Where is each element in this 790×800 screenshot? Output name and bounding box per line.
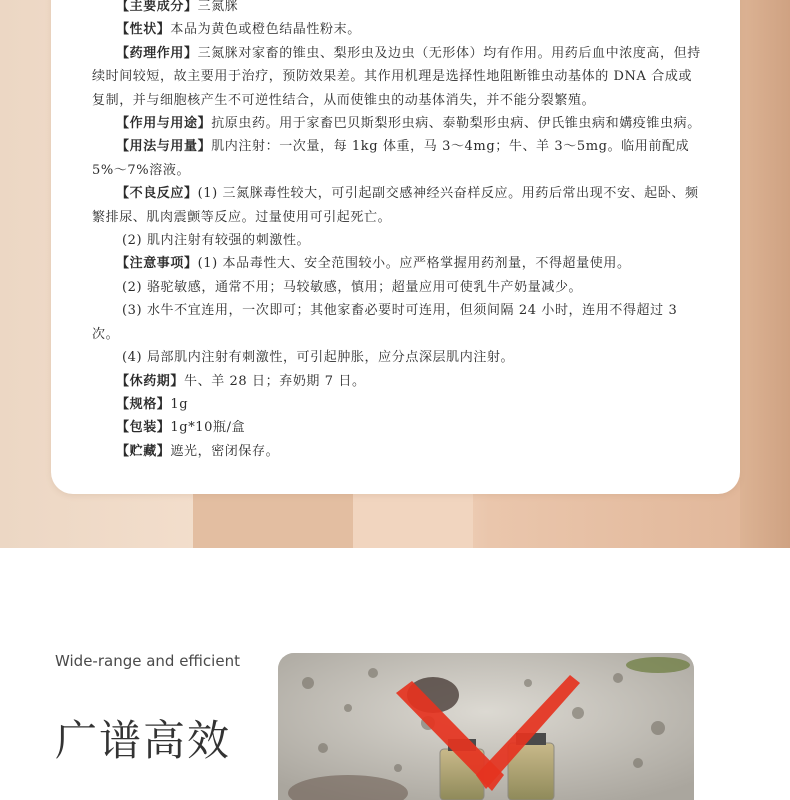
section-specification: 【规格】1g bbox=[116, 396, 189, 412]
section-withdrawal: 【休药期】牛、羊 28 日；弃奶期 7 日。 bbox=[116, 373, 366, 389]
section-pharmacology: 【药理作用】三氮脒对家畜的锥虫、梨形虫及边虫（无形体）均有作用。用药后血中浓度高，但持续时间较短，故主要用于治疗，预防效果差。其作用机理是选择性地阻断锥虫动基体的 DNA 合成或复制，并与细胞核产生不可逆性结合，从而使锥虫的动基体消失，并不能分裂繁殖。 bbox=[92, 45, 701, 108]
precaution-item-2: (2) 骆驼敏感，通常不用；马较敏感，慎用；超量应用可使乳牛产奶量减少。 bbox=[122, 279, 583, 295]
section-appearance: 【性状】本品为黄色或橙色结晶性粉末。 bbox=[116, 22, 361, 38]
adverse-item-2: (2) 肌内注射有较强的刺激性。 bbox=[122, 233, 311, 249]
precaution-item-4: (4) 局部肌内注射有刺激性，可引起肿胀，应分点深层肌内注射。 bbox=[122, 350, 515, 366]
section-dosage: 【用法与用量】肌内注射：一次量，每 1kg 体重，马 3～4mg；牛、羊 3～5mg。临用前配成 5%～7%溶液。 bbox=[92, 139, 690, 178]
precaution-item-3: (3) 水牛不宜连用，一次即可；其他家畜必要时可连用，但须间隔 24 小时，连用不得超过 3 次。 bbox=[92, 303, 678, 342]
product-photo-art bbox=[278, 653, 694, 800]
section-ingredient: 【主要成分】三氮脒 bbox=[116, 0, 239, 14]
section-storage: 【贮藏】遮光，密闭保存。 bbox=[116, 443, 280, 459]
feature-subtitle: Wide-range and efficient bbox=[55, 652, 240, 670]
section-precautions: 【注意事项】(1) 本品毒性大、安全范围较小。应严格掌握用药剂量，不得超量使用。 bbox=[116, 256, 631, 272]
product-photo bbox=[278, 653, 694, 800]
decor-stripe bbox=[740, 0, 790, 548]
feature-title: 广谱高效 bbox=[55, 716, 232, 765]
instruction-text bbox=[92, 0, 704, 463]
section-indications: 【作用与用途】抗原虫药。用于家畜巴贝斯梨形虫病、泰勒梨形虫病、伊氏锥虫病和媾疫锥虫病。 bbox=[116, 116, 701, 132]
section-adverse-reactions: 【不良反应】(1) 三氮脒毒性较大，可引起副交感神经兴奋样反应。用药后常出现不安、起卧、频繁排尿、肌肉震颤等反应。过量使用可引起死亡。 bbox=[92, 186, 699, 225]
section-packaging: 【包装】1g*10瓶/盒 bbox=[116, 420, 246, 436]
